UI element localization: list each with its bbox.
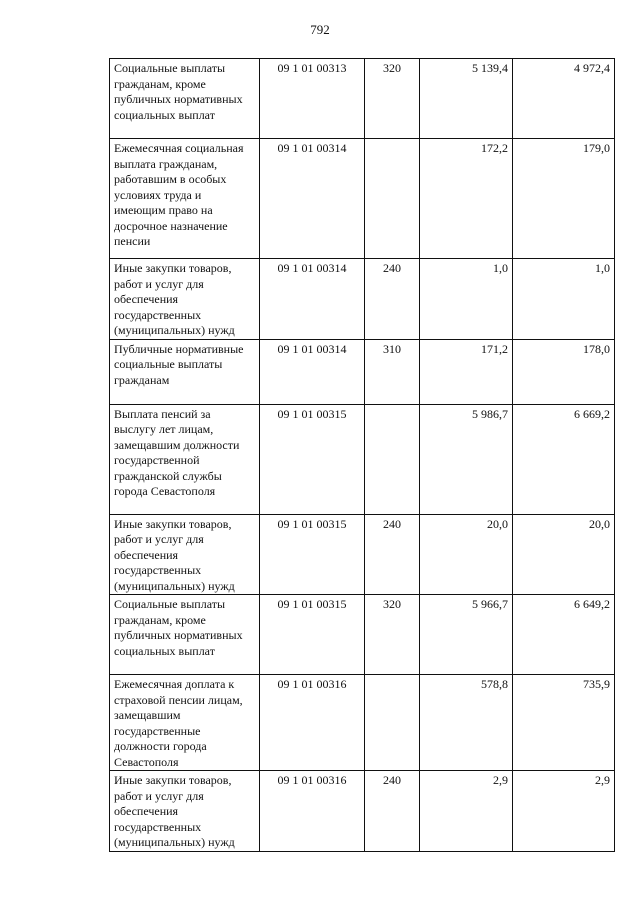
row-name-cell: Ежемесячная социальная выплата гражданам, работавшим в особых условиях труда и имеющим право на досрочное назначение пенсии [110,139,260,259]
row-code-cell: 09 1 01 00316 [260,675,365,771]
row-type-cell: 240 [365,259,420,340]
row-type-cell [365,404,420,514]
table-row [110,404,615,514]
row-value2-cell: 2,9 [513,771,615,852]
page-number: 792 [310,22,330,37]
row-code-cell: 09 1 01 00315 [260,404,365,514]
row-name-cell: Ежемесячная доплата к страховой пенсии лицам, замещавшим государственные должности города Севастополя [110,675,260,771]
row-type-cell [365,139,420,259]
row-value2-cell: 6 669,2 [513,404,615,514]
row-name-cell: Публичные нормативные социальные выплаты гражданам [110,339,260,404]
row-type-cell: 240 [365,771,420,852]
row-value1-cell: 172,2 [420,139,513,259]
row-value1-cell: 171,2 [420,339,513,404]
row-value2-cell: 6 649,2 [513,595,615,675]
table-row [110,595,615,675]
table-row [110,59,615,139]
row-type-cell [365,675,420,771]
row-name-cell: Иные закупки товаров, работ и услуг для обеспечения государственных (муниципальных) нужд [110,514,260,595]
row-value2-cell: 179,0 [513,139,615,259]
table-row [110,259,615,340]
table-row [110,139,615,259]
row-type-cell: 240 [365,514,420,595]
row-name-cell: Социальные выплаты гражданам, кроме публичных нормативных социальных выплат [110,595,260,675]
row-type-cell: 310 [365,339,420,404]
table-row [110,339,615,404]
row-value2-cell: 1,0 [513,259,615,340]
table-row [110,771,615,852]
row-name-cell: Иные закупки товаров, работ и услуг для обеспечения государственных (муниципальных) нужд [110,771,260,852]
row-value1-cell: 2,9 [420,771,513,852]
row-name-cell: Социальные выплаты гражданам, кроме публичных нормативных социальных выплат [110,59,260,139]
table-row [110,514,615,595]
row-code-cell: 09 1 01 00316 [260,771,365,852]
row-code-cell: 09 1 01 00314 [260,259,365,340]
row-value1-cell: 20,0 [420,514,513,595]
table-row [110,675,615,771]
row-type-cell: 320 [365,595,420,675]
row-type-cell: 320 [365,59,420,139]
row-code-cell: 09 1 01 00313 [260,59,365,139]
row-value1-cell: 1,0 [420,259,513,340]
row-value2-cell: 735,9 [513,675,615,771]
budget-table [109,58,615,852]
row-value1-cell: 5 986,7 [420,404,513,514]
row-value1-cell: 5 139,4 [420,59,513,139]
row-name-cell: Иные закупки товаров, работ и услуг для обеспечения государственных (муниципальных) нужд [110,259,260,340]
row-code-cell: 09 1 01 00314 [260,139,365,259]
row-value2-cell: 4 972,4 [513,59,615,139]
row-value1-cell: 5 966,7 [420,595,513,675]
row-value2-cell: 178,0 [513,339,615,404]
row-value1-cell: 578,8 [420,675,513,771]
row-code-cell: 09 1 01 00315 [260,595,365,675]
row-value2-cell: 20,0 [513,514,615,595]
row-code-cell: 09 1 01 00314 [260,339,365,404]
row-name-cell: Выплата пенсий за выслугу лет лицам, замещавшим должности государственной гражданской службы города Севастополя [110,404,260,514]
row-code-cell: 09 1 01 00315 [260,514,365,595]
